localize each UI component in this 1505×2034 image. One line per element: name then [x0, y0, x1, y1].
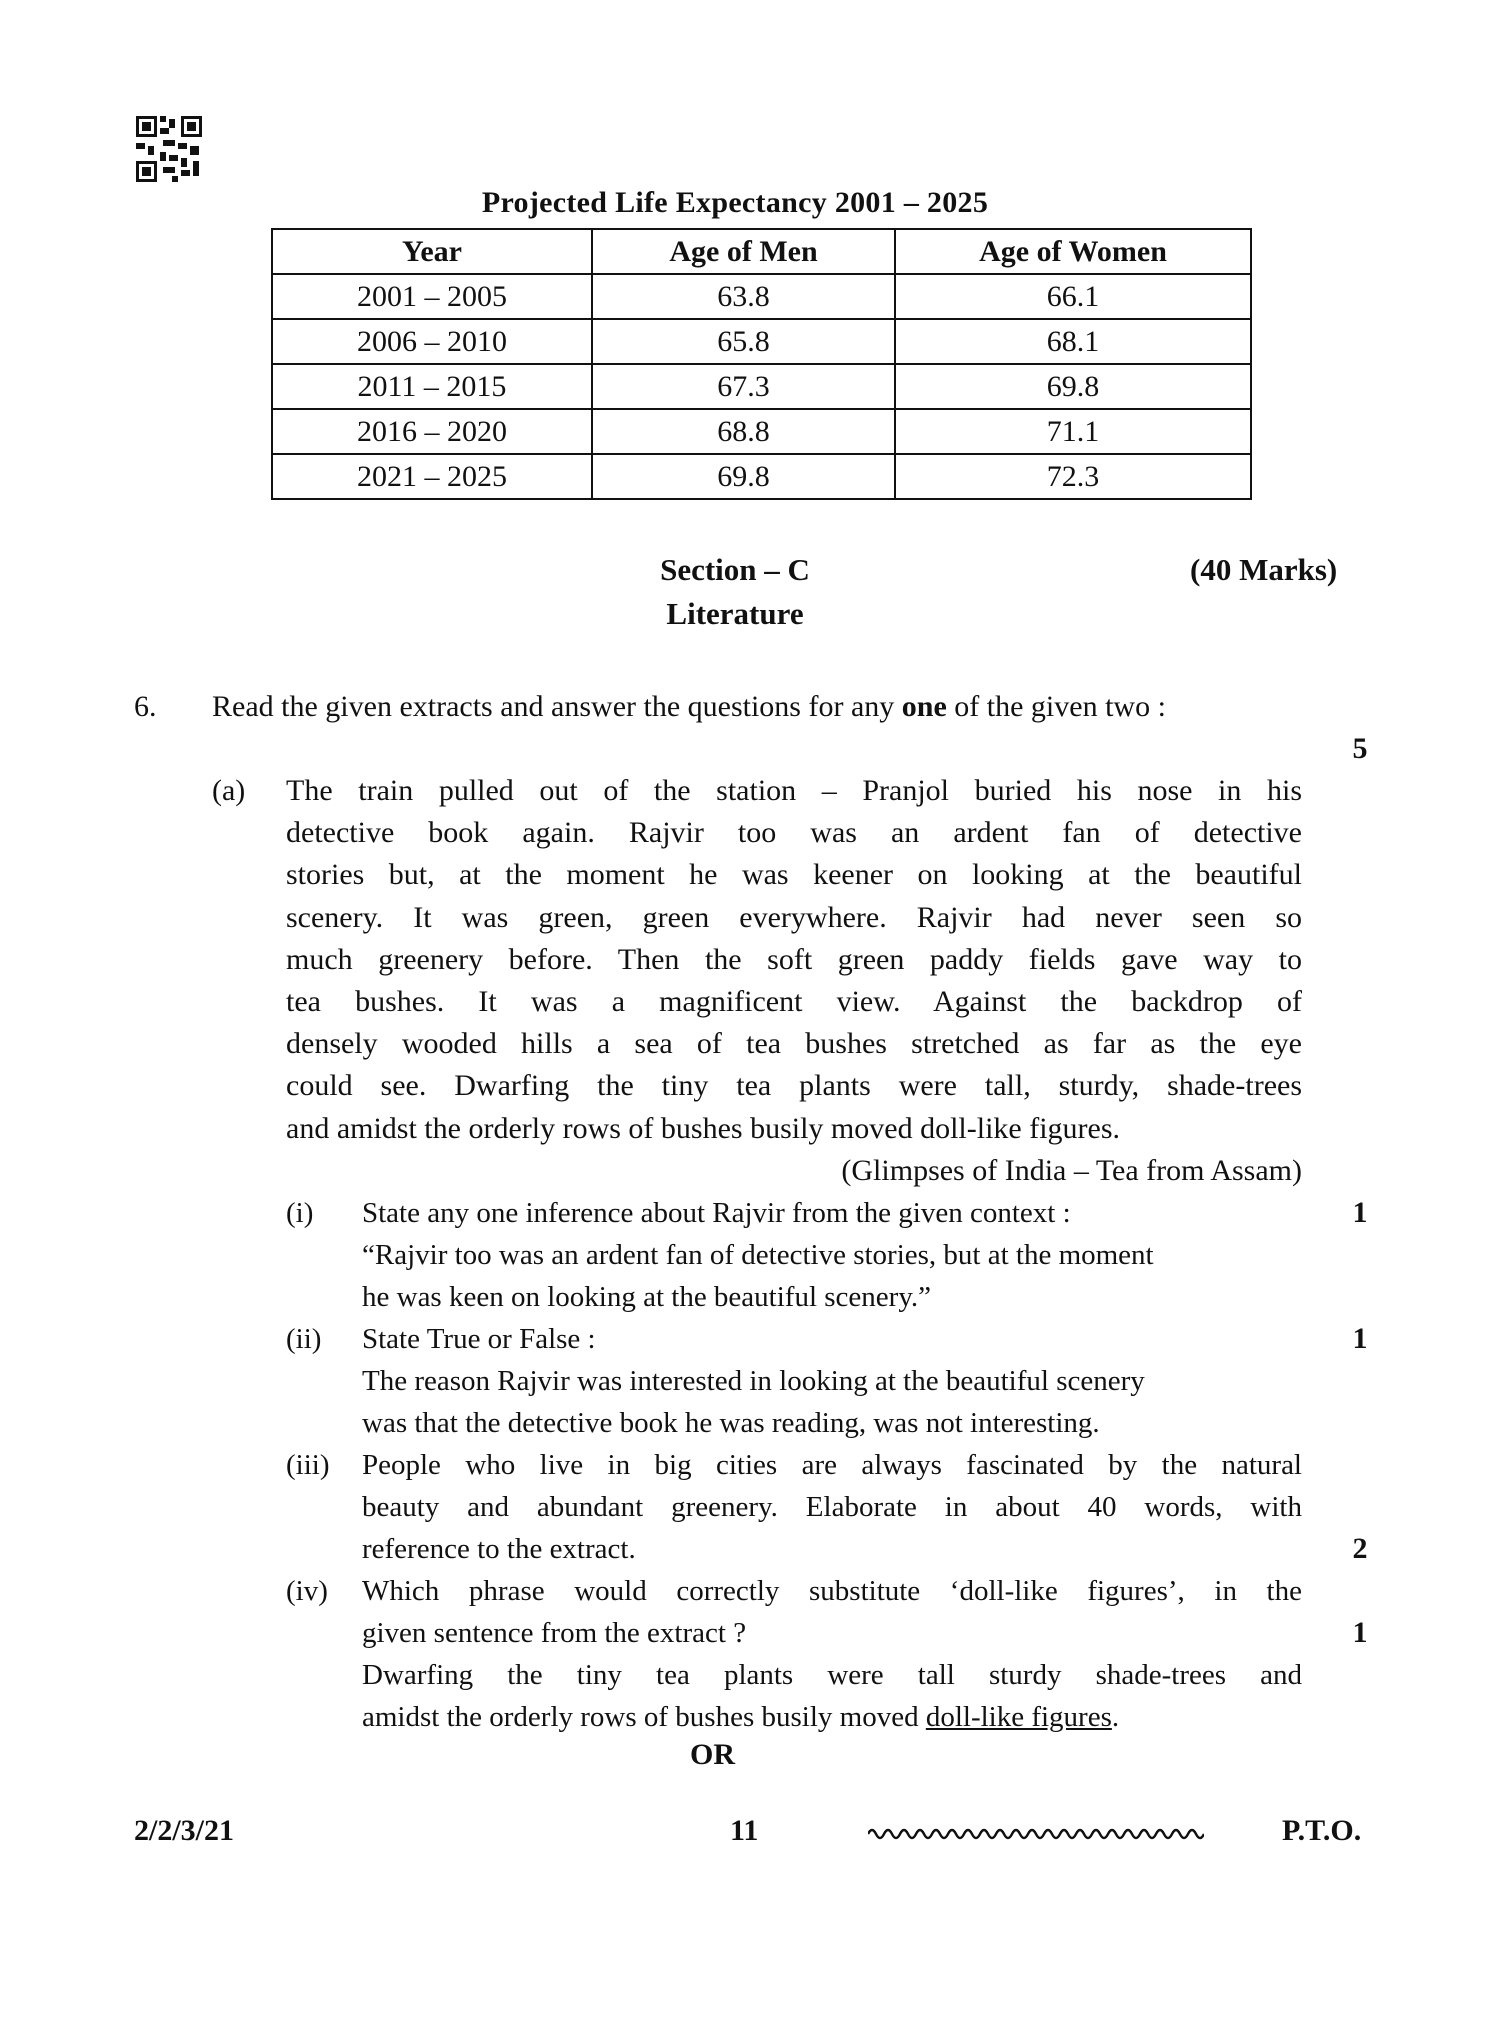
- cell-year: 2001 – 2005: [272, 274, 592, 319]
- cell-men: 68.8: [592, 409, 895, 454]
- cell-year: 2021 – 2025: [272, 454, 592, 499]
- passage-line: much greenery before. Then the soft green paddy fields gave way to: [286, 942, 1302, 976]
- subquestion-line: Dwarfing the tiny tea plants were tall sturdy shade-trees and: [362, 1659, 1302, 1691]
- section-heading: [560, 548, 910, 636]
- subquestion-line: The reason Rajvir was interested in looking at the beautiful scenery: [362, 1365, 1145, 1397]
- cell-year: 2006 – 2010: [272, 319, 592, 364]
- subquestion-line: reference to the extract.: [362, 1533, 636, 1565]
- header-men: Age of Men: [592, 229, 895, 274]
- subquestion-line: given sentence from the extract ?: [362, 1617, 747, 1649]
- passage-line: could see. Dwarfing the tiny tea plants were tall, sturdy, shade-trees: [286, 1069, 1302, 1103]
- subquestion-label: (i): [286, 1197, 314, 1229]
- passage-line: stories but, at the moment he was keener on looking at the beautiful: [286, 858, 1302, 892]
- table-row: [272, 319, 1251, 364]
- cell-women: 72.3: [895, 454, 1251, 499]
- table-header-row: [272, 229, 1251, 274]
- table-row: [272, 409, 1251, 454]
- passage-line: densely wooded hills a sea of tea bushes stretched as far as the eye: [286, 1027, 1302, 1061]
- stem-pre: Read the given extracts and answer the questions for any: [212, 690, 902, 723]
- subquestion-line: “Rajvir too was an ardent fan of detective stories, but at the moment: [362, 1239, 1154, 1271]
- subquestion-line: he was keen on looking at the beautiful scenery.”: [362, 1281, 932, 1313]
- passage-line: tea bushes. It was a magnificent view. Against the backdrop of: [286, 985, 1302, 1019]
- header-year: Year: [272, 229, 592, 274]
- section-subtitle: Literature: [666, 596, 804, 631]
- question-marks: 5: [1352, 732, 1368, 765]
- cell-women: 66.1: [895, 274, 1251, 319]
- paper-code: 2/2/3/21: [134, 1814, 235, 1847]
- subquestion-line: State True or False :: [362, 1323, 596, 1355]
- passage-line: and amidst the orderly rows of bushes busily moved doll-like figures.: [286, 1111, 1121, 1145]
- cell-year: 2016 – 2020: [272, 409, 592, 454]
- table-row: [272, 364, 1251, 409]
- subquestion-label: (ii): [286, 1323, 322, 1355]
- cell-men: 69.8: [592, 454, 895, 499]
- subquestion-line: [362, 1696, 1302, 1738]
- section-marks: (40 Marks): [1190, 552, 1338, 587]
- subquestion-label: (iii): [286, 1449, 330, 1481]
- subquestion-marks: 1: [1352, 1196, 1368, 1229]
- subquestion-marks: 2: [1352, 1532, 1368, 1565]
- cell-women: 69.8: [895, 364, 1251, 409]
- qr-code: [136, 116, 202, 182]
- subquestion-text: [362, 1192, 1302, 1318]
- life-expectancy-table: [271, 228, 1252, 500]
- extract-passage: [286, 770, 1302, 1150]
- line-pre: amidst the orderly rows of bushes busily moved: [362, 1701, 926, 1733]
- table-title: Projected Life Expectancy 2001 – 2025: [481, 186, 989, 219]
- section-title: Section – C: [660, 552, 810, 587]
- cell-year: 2011 – 2015: [272, 364, 592, 409]
- subquestion-marks: 1: [1352, 1322, 1368, 1355]
- question-stem: [212, 686, 1302, 728]
- subquestion-text: [362, 1570, 1302, 1738]
- extract-source: (Glimpses of India – Tea from Assam): [841, 1154, 1302, 1187]
- passage-line: The train pulled out of the station – Pranjol buried his nose in his: [286, 774, 1302, 807]
- line-post: .: [1111, 1701, 1120, 1733]
- stem-post: of the given two :: [946, 690, 1166, 723]
- table-row: [272, 274, 1251, 319]
- subquestion-marks: 1: [1352, 1616, 1368, 1649]
- subquestion-line: was that the detective book he was reading, was not interesting.: [362, 1407, 1100, 1439]
- header-women: Age of Women: [895, 229, 1251, 274]
- subquestion-text: [362, 1444, 1302, 1570]
- page-number: 11: [730, 1814, 759, 1847]
- passage-line: scenery. It was green, green everywhere. Rajvir had never seen so: [286, 900, 1302, 934]
- question-number: 6.: [134, 690, 157, 723]
- underlined-phrase: doll-like figures: [925, 1701, 1112, 1733]
- subquestion-text: [362, 1318, 1302, 1444]
- subquestion-line: State any one inference about Rajvir from the given context :: [362, 1197, 1071, 1229]
- cell-men: 63.8: [592, 274, 895, 319]
- cell-women: 71.1: [895, 409, 1251, 454]
- cell-women: 68.1: [895, 319, 1251, 364]
- subquestion-line: Which phrase would correctly substitute ‘doll-like figures’, in the: [362, 1575, 1302, 1607]
- cell-men: 65.8: [592, 319, 895, 364]
- part-label: (a): [212, 774, 246, 807]
- wavy-line-decoration: [868, 1824, 1204, 1844]
- subquestion-label: (iv): [286, 1575, 328, 1607]
- table-row: [272, 454, 1251, 499]
- subquestion-line: beauty and abundant greenery. Elaborate in about 40 words, with: [362, 1491, 1302, 1523]
- pto-label: P.T.O.: [1282, 1814, 1362, 1847]
- passage-line: detective book again. Rajvir too was an ardent fan of detective: [286, 816, 1302, 850]
- stem-bold: one: [901, 690, 947, 723]
- subquestion-line: People who live in big cities are always fascinated by the natural: [362, 1449, 1302, 1481]
- or-divider: OR: [690, 1738, 735, 1771]
- cell-men: 67.3: [592, 364, 895, 409]
